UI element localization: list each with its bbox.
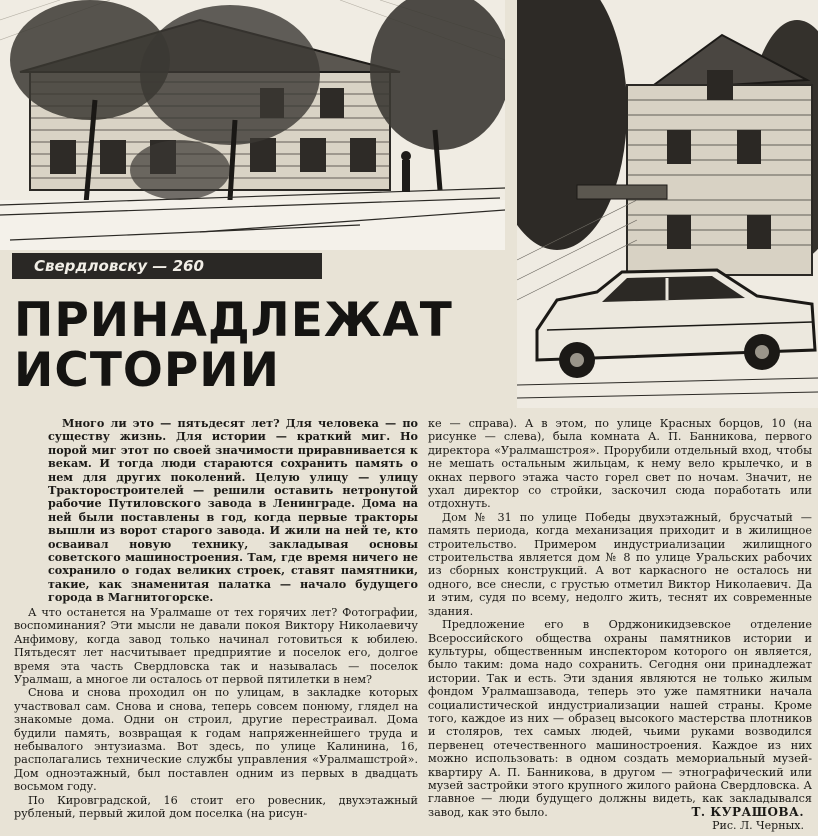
headline-line-2: ИСТОРИИ [14,343,280,398]
body-left-paragraph-1: А что останется на Уралмаше от тех горячих лет? Фотографии, воспоминания? Эти мысли не давали покоя Виктору Николаевичу Анфимову, когда завод только начинал готовиться к юбилею. Пятьдесят лет насчитывает предприятие и поселок его, долгое время эта часть Свердловска так и называлась — поселок Уралмаш, а многое ли осталось от первой пятилетки в нем? [14,606,418,687]
body-right-paragraph-1: ке — справа). А в этом, по улице Красных борцов, 10 (на рисунке — слева), была комната А. П. Банникова, первого директора «Уралмашстроя». Прорубили отдельный вход, чтобы не мешать остальным жильцам, к нему вело крылечко, и в окнах первого этажа часто горел свет по ночам. Значит, не ухал директор со стройки, заскочил сюда поработать или отдохнуть. [428,417,812,511]
body-right-paragraph-2: Дом № 31 по улице Победы двухэтажный, брусчатый — память периода, когда механизация приходит и в жилищное строительство. Примером индустриализации жилищного строительства является дом № 8 по улице Уральских рабочих из сборных конструкций. А вот каркасного не осталось ни одного, все снесли, с грустью отметил Виктор Николаевич. Да и этим, судя по всему, недолго жить, теснят их современные здания. [428,510,812,618]
illustrator-credit: Рис. Л. Черных. [712,819,804,832]
rubric-banner: Свердловску — 260 [12,253,322,279]
illustration-house-with-car-right [517,0,818,408]
body-left-paragraph-3: По Кировградской, 16 стоит его ровесник, двухэтажный рубленый, первый жилой дом поселка (на рисун- [14,793,418,821]
lead-paragraph [48,417,418,605]
body-right-paragraph-3: Предложение его в Орджоникидзевское отделение Всероссийского общества охраны памятников истории и культуры, общественным инспектором которого он является, было таким: дома надо сохранить. Сегодня они принадлежат истории. Так и есть. Эти здания являются не только жилым фондом Уралмашзавода, теперь это уже памятники начала социалистической индустриализации нашей страны. Кроме того, каждое из них — образец высокого мастерства плотников и столяров, тех самых людей, чьими руками возводился первенец отечественного машиностроения. Каждое из них можно использовать: в одном создать мемориальный музей-квартиру А. П. Банникова, в другом — этнографический или музей застройки этого крупного жилого района Свердловска. А главное — люди будущего должны видеть, как закладывался завод, как это было. [428,618,812,819]
headline-line-1: ПРИНАДЛЕЖАТ [14,293,453,348]
body-left-paragraph-2: Снова и снова проходил он по улицам, в закладке которых участвовал сам. Снова и снова, теперь совсем понюму, глядел на знакомые дома. Одни он строил, другие перестраивал. Дома будили память, возвращая к годам напряженнейшего труда и небывалого энтузиазма. Вот здесь, по улице Калинина, 16, располагались технические службы управления «Уралмашстрой». Дом одноэтажный, был поставлен одним из первых в двадцать восьмом году. [14,686,418,794]
illustration-wooden-houses-left [0,0,505,250]
body-column-right [428,417,812,819]
body-column-left [14,606,418,821]
signature-block [692,806,805,832]
headline [14,293,514,398]
author-name: Т. КУРАШОВА. [691,805,804,819]
lead-text: Много ли это — пятьдесят лет? Для человека — по существу жизнь. Для истории — краткий миг. Но порой миг этот по своей значимости приравнивается к векам. И тогда люди стараются сохранить память о нем для других поколений. Целую улицу — улицу Тракторостроителей — решили оставить нетронутой рабочие Путиловского завода в Ленинграде. Дома на ней были поставлены в год, когда первые тракторы вышли из ворот старого завода. И жили на ней те, кто осваивал новую технику, закладывая основы советского машиностроения. Там, где время ничего не сохранило о годах великих строек, ставят памятники, такие, как знаменитая палатка — начало будущего города в Магнитогорске. [48,416,418,605]
